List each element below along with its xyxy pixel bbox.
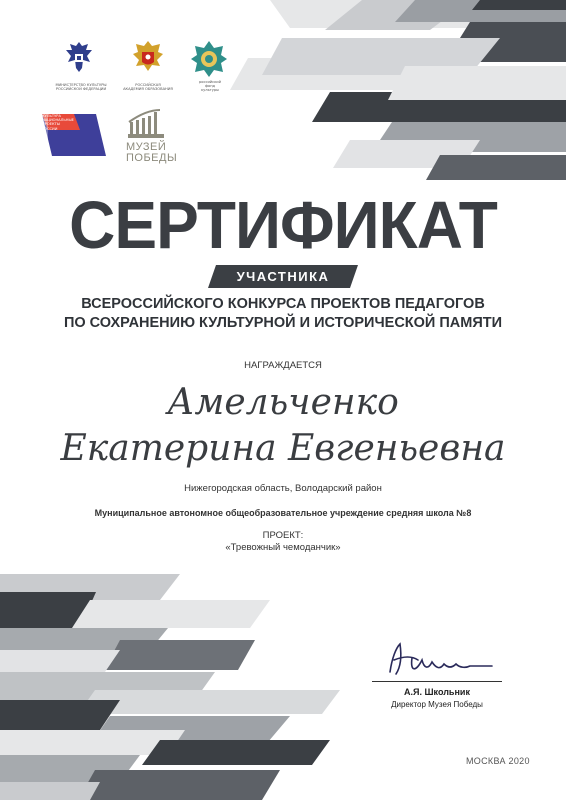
academy-coat-of-arms-icon	[130, 38, 166, 78]
certificate-title: СЕРТИФИКАТ	[69, 187, 497, 263]
awarded-label: НАГРАЖДАЕТСЯ	[244, 360, 322, 371]
contest-line-1: ВСЕРОССИЙСКОГО КОНКУРСА ПРОЕКТОВ ПЕДАГОГОВ	[81, 296, 485, 312]
recipient-institution: Муниципальное автономное общеобразовательное учреждение средняя школа №8	[94, 508, 472, 518]
national-projects-caption: КУЛЬТУРА НАЦИОНАЛЬНЫЕ ПРОЕКТЫ РОССИИ	[42, 114, 74, 131]
recipient-given-names: Екатерина Евгеньевна	[60, 428, 506, 469]
recipient-region: Нижегородская область, Володарский район	[184, 483, 382, 494]
ministry-eagle-icon	[62, 38, 96, 78]
project-label: ПРОЕКТ:	[262, 530, 304, 541]
culture-fund-emblem-icon	[190, 40, 228, 78]
ministry-caption: МИНИСТЕРСТВО КУЛЬТУРЫ РОССИЙСКОЙ ФЕДЕРАЦИИ	[55, 83, 107, 92]
signer-role: Директор Музея Победы	[391, 700, 483, 709]
project-name: «Тревожный чемоданчик»	[225, 542, 341, 553]
contest-title	[0, 295, 566, 333]
contest-line-2: ПО СОХРАНЕНИЮ КУЛЬТУРНОЙ И ИСТОРИЧЕСКОЙ ПАМЯТИ	[63, 315, 503, 331]
victory-museum-caption: МУЗЕЙ ПОБЕДЫ	[126, 141, 178, 164]
academy-caption: РОССИЙСКАЯ АКАДЕМИЯ ОБРАЗОВАНИЯ	[123, 83, 173, 92]
recipient-surname: Амельченко	[167, 382, 399, 423]
director-signature	[382, 638, 502, 680]
city-year: МОСКВА 2020	[466, 756, 530, 766]
culture-fund-caption: российский фонд культуры	[199, 80, 221, 93]
signer-name: А.Я. Школьник	[404, 687, 470, 697]
victory-museum-icon	[126, 108, 166, 142]
certificate-subtitle: УЧАСТНИКА	[236, 269, 330, 284]
signature-line	[372, 681, 502, 682]
